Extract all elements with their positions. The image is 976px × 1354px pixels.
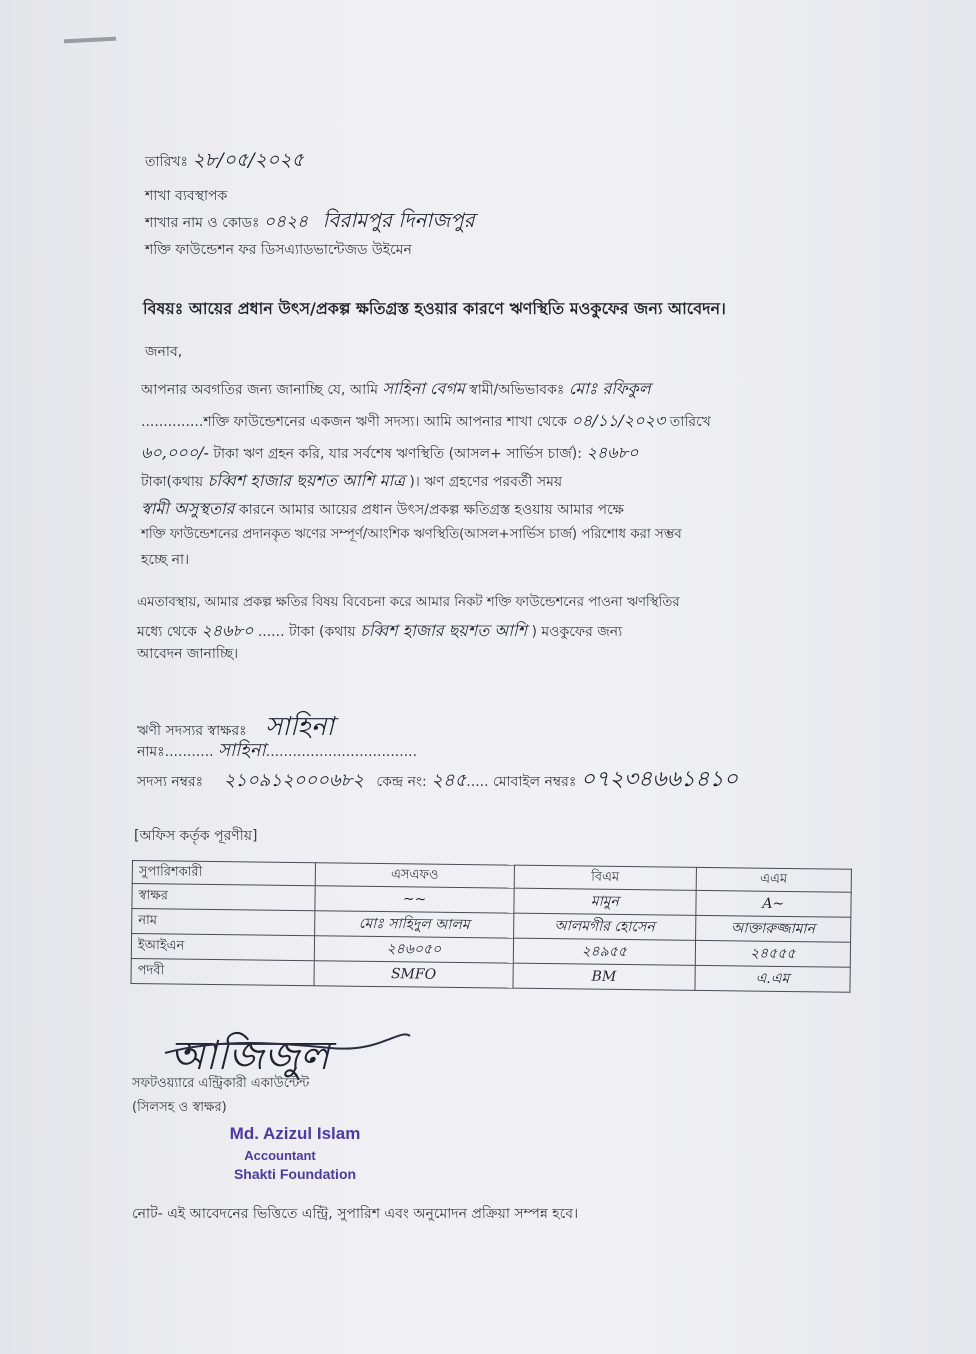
member-no-value: ২১০৯১২০০০৬৮২ [223, 770, 364, 791]
row-label: পদবী [131, 958, 314, 985]
body-text: আপনার অবগতির জন্য জানাচ্ছি যে, আমি [141, 382, 379, 398]
member-no-label: সদস্য নম্বরঃ [137, 774, 204, 790]
signature-flourish [160, 1018, 420, 1078]
table-cell: এ.এম [695, 965, 851, 992]
date-label: তারিখঃ [145, 154, 188, 170]
body-text: )। ঋণ গ্রহণের পরবর্তী সময় [409, 474, 563, 490]
row-label: স্বাক্ষর [132, 884, 315, 911]
table-header-cell: বিএম [514, 865, 696, 890]
table-cell: মামুন [514, 888, 696, 915]
table-cell: আক্তারুজ্জামান [695, 915, 851, 942]
loan-amount: ৬০,০০০/- [141, 443, 209, 462]
table-cell: মোঃ সাহিদুল আলম [315, 911, 514, 938]
member-name-line: নামঃ........... সাহিনা.................................. [137, 740, 418, 761]
table-cell: ২৪৬০৫০ [314, 936, 513, 963]
table-cell: ~~ [315, 886, 514, 913]
body-line-10: আবেদন জানাচ্ছি। [137, 646, 239, 662]
org-name: শক্তি ফাউন্ডেশন ফর ডিসএ্যাডভান্টেজড উইমেন [145, 242, 412, 258]
mobile-value: ০৭২৩৪৬৬১৪১০ [580, 767, 739, 792]
footer-note: নোট- এই আবেদনের ভিত্তিতে এন্ট্রি, সুপারিশ এবং অনুমোদন প্রক্রিয়া সম্পন্ন হবে। [132, 1206, 579, 1222]
row-label: ইআইএন [131, 934, 314, 961]
stamp-org: Shakti Foundation [233, 1166, 357, 1182]
mobile-label: মোবাইল নম্বরঃ [493, 774, 577, 790]
body-text: স্বামী/অভিভাবকঃ [469, 382, 565, 398]
salutation: জনাব, [145, 344, 183, 360]
accountant-note: (সিলসহ ও স্বাক্ষর) [132, 1100, 227, 1115]
body-text: কারনে আমার আয়ের প্রধান উৎস/প্রকল্প ক্ষতিগ্রস্ত হওয়ায় আমার পক্ষে [238, 502, 625, 518]
body-line-9: মধ্যে থেকে ২৪৬৮০ ...... টাকা (কথায় চব্বিশ হাজার ছয়শত আশি ) মওকুফের জন্য [137, 621, 623, 640]
date-line [145, 146, 304, 178]
center-value: ২৪৫ [431, 770, 467, 791]
body-text: টাকা (কথায় [288, 624, 356, 640]
body-line-5 [141, 496, 624, 523]
recommendation-table [130, 860, 851, 993]
center-label: কেন্দ্র নং: [376, 774, 427, 790]
branch-code: ০৪২৪ [263, 212, 309, 232]
member-sign-label: ঋণী সদস্যর স্বাক্ষরঃ [137, 723, 247, 739]
loan-date: ০৪/১১/২০২৩ [571, 411, 666, 430]
waiver-amount: ২৪৬৮০ [201, 621, 254, 640]
stamp-name: Md. Azizul Islam [229, 1124, 361, 1143]
body-line-1 [141, 376, 651, 403]
body-text: টাকা ঋণ গ্রহন করি, যার সর্বশেষ ঋণস্থিতি (আসল+ সার্ভিস চার্জ): [213, 446, 582, 462]
loan-balance: ২৪৬৮০ [586, 443, 639, 462]
table-cell: ২৪৯৫৫ [513, 938, 695, 965]
recipient-title: শাখা ব্যবস্থাপক [145, 188, 228, 204]
date-value: ২৮/০৫/২০২৫ [192, 149, 304, 171]
body-line-7: হচ্ছে না। [141, 552, 190, 568]
body-line-6: শক্তি ফাউন্ডেশনের প্রদানকৃত ঋণের সম্পূর্ণ/আংশিক ঋণস্থিতি(আসল+সার্ভিস চার্জ) পরিশোধ করা সম্ভব [141, 527, 682, 542]
waiver-in-words: চব্বিশ হাজার ছয়শত আশি [360, 621, 527, 640]
table-cell: A~ [696, 890, 852, 917]
office-use-note: [অফিস কর্তৃক পূরণীয়] [134, 828, 258, 844]
table-header-cell: সুপারিশকারী [132, 861, 315, 886]
table-header-cell: এসএফও [315, 863, 514, 888]
member-name-value: সাহিনা [218, 740, 266, 761]
table-cell: BM [513, 963, 695, 990]
balance-in-words: চব্বিশ হাজার ছয়শত আশি মাত্র [207, 471, 405, 490]
accountant-signature: আজিজুল [170, 1033, 330, 1079]
pen-mark [64, 37, 116, 44]
body-text: মধ্যে থেকে [137, 624, 197, 640]
body-text: ) মওকুফের জন্য [531, 624, 623, 640]
table-cell: ২৪৫৫৫ [695, 940, 851, 967]
branch-name: বিরামপুর দিনাজপুর [322, 208, 475, 232]
row-label: নাম [132, 909, 315, 936]
branch-label: শাখার নাম ও কোডঃ [145, 215, 260, 231]
guardian-name: মোঃ রফিকুল [568, 379, 651, 398]
branch-line [145, 206, 475, 239]
body-text: টাকা(কথায় [141, 474, 204, 490]
body-text: তারিখে [669, 414, 711, 430]
body-line-4 [141, 468, 562, 495]
stamp-title: Accountant [244, 1148, 316, 1163]
body-text: শক্তি ফাউন্ডেশনের একজন ঋণী সদস্য। আমি আপনার শাখা থেকে [203, 414, 567, 430]
body-line-2: ..............শক্তি ফাউন্ডেশনের একজন ঋণী সদস্য। আমি আপনার শাখা থেকে ০৪/১১/২০২৩ তারিখে [141, 411, 711, 430]
applicant-name: সাহিনা বেগম [382, 379, 465, 398]
body-line-8: এমতাবস্থায়, আমার প্রকল্প ক্ষতির বিষয় বিবেচনা করে আমার নিকট শক্তি ফাউন্ডেশনের পাওনা ঋণস্থিতির [137, 595, 680, 610]
body-line-3 [141, 440, 638, 467]
subject-line: বিষয়ঃ আয়ের প্রধান উৎস/প্রকল্প ক্ষতিগ্রস্ত হওয়ার কারণে ঋণস্থিতি মওকুফের জন্য আবেদন। [143, 299, 726, 318]
member-name-label: নামঃ [137, 744, 165, 760]
member-signature: সাহিনা [265, 712, 334, 742]
table-cell: আলমগীর হোসেন [513, 913, 695, 940]
hardship-reason: স্বামী অসুস্থতার [141, 499, 235, 518]
member-id-line: সদস্য নম্বরঃ ২১০৯১২০০০৬৮২ কেন্দ্র নং: ২৪৫..... মোবাইল নম্বরঃ ০৭২৩৪৬৬১৪১০ [137, 767, 739, 792]
accountant-role: সফটওয়্যারে এন্ট্রিকারী একাউন্টেন্ট [132, 1076, 310, 1091]
table-header-cell: এএম [696, 867, 852, 892]
table-cell: SMFO [314, 961, 513, 988]
